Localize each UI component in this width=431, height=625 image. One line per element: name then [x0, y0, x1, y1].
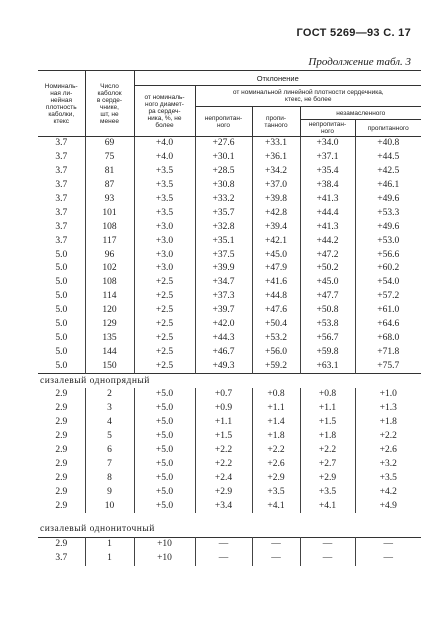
table-cell: 3.7 [38, 165, 85, 179]
table-cell: 9 [85, 485, 134, 499]
table-cell: +2.5 [134, 345, 195, 359]
table-cell: +1.8 [300, 430, 355, 444]
table-cell: +10 [134, 552, 195, 566]
table-cell: 135 [85, 331, 134, 345]
table-cell: +1.1 [252, 402, 300, 416]
table-cell: +59.2 [252, 359, 300, 373]
table-cell: 144 [85, 345, 134, 359]
table-cell: +42.1 [252, 234, 300, 248]
table-body-main [38, 137, 421, 374]
table-cell: +1.0 [379, 389, 397, 400]
table-row [38, 345, 421, 359]
table-cell: 2.9 [38, 430, 85, 444]
table-cell: +46.7 [195, 345, 252, 359]
table-cell: 93 [85, 193, 134, 207]
table-cell: +2.4 [195, 471, 252, 485]
table-cell: +39.8 [252, 193, 300, 207]
table-cell: +2.9 [252, 471, 300, 485]
table-continuation-label: Продолжение табл. 3 [308, 56, 411, 68]
table-row [38, 318, 421, 332]
section-single-thread [38, 513, 421, 537]
table-cell: +44.5 [377, 152, 400, 163]
table-cell: +3.5 [252, 485, 300, 499]
table-cell: +33.1 [252, 137, 300, 151]
table-cell: +2.6 [252, 457, 300, 471]
table-cell: +53.8 [300, 318, 355, 332]
table-cell: +2.5 [134, 359, 195, 373]
table-cell: 5.0 [38, 304, 85, 318]
table-cell: +1.8 [252, 430, 300, 444]
table-cell: +3.0 [134, 234, 195, 248]
table-cell: +64.6 [377, 319, 400, 330]
col-deviation: Отклонение [134, 71, 421, 86]
table-cell: 96 [85, 248, 134, 262]
table-cell: +49.3 [195, 359, 252, 373]
table-cell: +3.0 [134, 220, 195, 234]
table-cell: +42.0 [195, 318, 252, 332]
table-cell: +3.0 [134, 262, 195, 276]
table-cell: 5 [85, 430, 134, 444]
table-cell: 75 [85, 151, 134, 165]
table-cell: 10 [85, 499, 134, 513]
table-cell: — [195, 537, 252, 551]
table-cell: +2.5 [134, 290, 195, 304]
table-cell: 6 [85, 444, 134, 458]
table-cell: +4.1 [252, 499, 300, 513]
table-cell: 5.0 [38, 359, 85, 373]
col-not-oiled-not-impregnated: непропитан- ного [300, 120, 355, 137]
table-cell: +4.2 [379, 486, 397, 497]
table-cell: +45.0 [252, 248, 300, 262]
table-row [38, 457, 421, 471]
table-cell: +44.3 [195, 331, 252, 345]
section-title: сизалевый однониточный [40, 524, 155, 535]
table-cell: 2.9 [38, 388, 85, 402]
table-cell: 1 [85, 537, 134, 551]
table-row [38, 552, 421, 566]
table-cell: +33.2 [195, 193, 252, 207]
table-cell: +54.0 [377, 277, 400, 288]
table-cell: +37.5 [195, 248, 252, 262]
table-cell: 2.9 [38, 499, 85, 513]
table-cell: +39.9 [195, 262, 252, 276]
table-cell: 1 [85, 552, 134, 566]
table-cell: +30.1 [195, 151, 252, 165]
table-cell: +40.8 [377, 138, 400, 149]
table-row [38, 388, 421, 402]
table-cell: +49.6 [377, 221, 400, 232]
table-cell: 108 [85, 276, 134, 290]
table-row [38, 359, 421, 373]
table-cell: +1.5 [195, 430, 252, 444]
table-cell: +2.2 [195, 444, 252, 458]
deviation-table [38, 70, 421, 566]
table-cell: +34.0 [300, 137, 355, 151]
table-cell: +56.7 [300, 331, 355, 345]
table-cell: +35.1 [195, 234, 252, 248]
table-cell: +41.6 [252, 276, 300, 290]
table-cell: +5.0 [134, 457, 195, 471]
table-row [38, 165, 421, 179]
table-cell: +46.1 [377, 180, 400, 191]
table-row [38, 471, 421, 485]
table-cell: +61.0 [377, 305, 400, 316]
table-cell: +71.8 [377, 346, 400, 357]
section-single-ply [38, 374, 421, 388]
table-cell: +53.2 [252, 331, 300, 345]
table-row [38, 179, 421, 193]
table-cell: +4.0 [134, 151, 195, 165]
table-cell: +5.0 [134, 485, 195, 499]
table-row [38, 262, 421, 276]
table-cell: +44.4 [300, 206, 355, 220]
col-from-nominal-density: от номинальной линейной плотности сердечника, ктекс, не более [195, 86, 421, 107]
table-row [38, 499, 421, 513]
table-cell: +27.6 [195, 137, 252, 151]
table-cell: 2.9 [38, 471, 85, 485]
table-cell: +34.2 [252, 165, 300, 179]
table-cell: +75.7 [377, 360, 400, 371]
table-cell: +42.5 [377, 166, 400, 177]
table-cell: +28.5 [195, 165, 252, 179]
table-cell: +38.4 [300, 179, 355, 193]
table-cell: +1.4 [252, 416, 300, 430]
table-cell: +3.4 [195, 499, 252, 513]
table-cell: +32.8 [195, 220, 252, 234]
table-cell: +2.6 [379, 445, 397, 456]
table-cell: 108 [85, 220, 134, 234]
table-row [38, 444, 421, 458]
table-cell: +3.5 [379, 472, 397, 483]
section-title: сизалевый однопрядный [38, 374, 421, 388]
col-impregnated: пропи- танного [252, 107, 300, 137]
table-row [38, 234, 421, 248]
table-cell: +2.5 [134, 276, 195, 290]
table-cell: — [252, 552, 300, 566]
table-cell: 2.9 [38, 444, 85, 458]
table-cell: +47.2 [300, 248, 355, 262]
table-cell: +3.5 [300, 485, 355, 499]
table-cell: +47.9 [252, 262, 300, 276]
table-cell: +41.3 [300, 193, 355, 207]
table-cell: 3.7 [38, 137, 85, 151]
table-cell: +34.7 [195, 276, 252, 290]
table-cell: +5.0 [134, 430, 195, 444]
table-cell: +1.1 [195, 416, 252, 430]
table-cell: +5.0 [134, 416, 195, 430]
table-cell: 114 [85, 290, 134, 304]
table-cell: 2.9 [38, 485, 85, 499]
table-cell: 5.0 [38, 345, 85, 359]
table-cell: +57.2 [377, 291, 400, 302]
col-from-nominal-diameter: от номиналь- ного диамет- ра сердеч- ника, %, не более [134, 86, 195, 137]
table-cell: 87 [85, 179, 134, 193]
table-cell: +63.1 [300, 359, 355, 373]
table-cell: +2.7 [300, 457, 355, 471]
table-cell: 8 [85, 471, 134, 485]
table-cell: +49.6 [377, 194, 400, 204]
table-cell: 129 [85, 318, 134, 332]
table-row [38, 276, 421, 290]
table-cell: +37.1 [300, 151, 355, 165]
table-row [38, 430, 421, 444]
table-cell: 2 [85, 388, 134, 402]
table-row [38, 248, 421, 262]
table-cell: +4.0 [134, 137, 195, 151]
table-cell: +41.3 [300, 220, 355, 234]
table-cell: 2.9 [38, 457, 85, 471]
table-cell: 3 [85, 402, 134, 416]
table-cell: 4 [85, 416, 134, 430]
table-cell: +42.8 [252, 206, 300, 220]
table-cell: 81 [85, 165, 134, 179]
table-cell: +4.1 [300, 499, 355, 513]
table-cell: 69 [85, 137, 134, 151]
table-cell: +5.0 [134, 499, 195, 513]
table-cell: +47.6 [252, 304, 300, 318]
table-cell: — [300, 537, 355, 551]
table-cell: 3.7 [38, 193, 85, 207]
table-cell: +59.8 [300, 345, 355, 359]
table-cell: +2.9 [300, 471, 355, 485]
table-cell: 7 [85, 457, 134, 471]
col-nominal-density: Номиналь- ная ли- нейная плотность каболки, ктекс [38, 71, 85, 137]
table-row [38, 416, 421, 430]
table-cell: +56.0 [252, 345, 300, 359]
table-cell: +50.4 [252, 318, 300, 332]
table-cell: +2.2 [379, 431, 397, 442]
table-cell: +2.5 [134, 304, 195, 318]
table-cell: +44.8 [252, 290, 300, 304]
table-body-single-thread [38, 537, 421, 565]
table-cell: 3.7 [38, 151, 85, 165]
table-cell: +5.0 [134, 388, 195, 402]
table-row [38, 402, 421, 416]
table-cell: — [195, 552, 252, 566]
table-cell: 5.0 [38, 290, 85, 304]
table-cell: 2.9 [38, 537, 85, 551]
table-cell: 5.0 [38, 331, 85, 345]
table-cell: +50.8 [300, 304, 355, 318]
table-cell: 117 [85, 234, 134, 248]
table-cell: +68.0 [377, 332, 400, 343]
table-cell: +0.7 [195, 388, 252, 402]
col-not-impregnated: непропитан- ного [195, 107, 252, 137]
table-cell: +2.2 [195, 457, 252, 471]
table-cell: 3.7 [38, 206, 85, 220]
table-row [38, 193, 421, 207]
table-cell: 120 [85, 304, 134, 318]
table-cell: 2.9 [38, 416, 85, 430]
table-cell: 150 [85, 359, 134, 373]
table-cell: +1.5 [300, 416, 355, 430]
table-cell: +36.1 [252, 151, 300, 165]
table-cell: +35.4 [300, 165, 355, 179]
table-cell: +5.0 [134, 402, 195, 416]
table-cell: +0.9 [195, 402, 252, 416]
table-cell: +37.0 [252, 179, 300, 193]
table-cell: 101 [85, 206, 134, 220]
page-header: ГОСТ 5269—93 С. 17 [296, 27, 411, 39]
table-cell: +2.9 [195, 485, 252, 499]
table-cell: +3.2 [379, 458, 397, 469]
table-cell: 3.7 [38, 234, 85, 248]
table-cell: +3.5 [134, 179, 195, 193]
table-row [38, 290, 421, 304]
table-cell: +50.2 [300, 262, 355, 276]
table-cell: +5.0 [134, 471, 195, 485]
table-cell: +45.0 [300, 276, 355, 290]
table-cell: 5.0 [38, 262, 85, 276]
table-cell: 102 [85, 262, 134, 276]
table-row [38, 137, 421, 151]
table-cell: +47.7 [300, 290, 355, 304]
table-cell: — [252, 537, 300, 551]
table-row [38, 485, 421, 499]
table-cell: +2.5 [134, 331, 195, 345]
table-cell: +3.5 [134, 206, 195, 220]
col-count: Число каболок в серде- чнике, шт, не менее [85, 71, 134, 137]
table-cell: +10 [134, 537, 195, 551]
table-cell: +1.1 [300, 402, 355, 416]
table-row [38, 537, 421, 551]
table-cell: 3.7 [38, 220, 85, 234]
table-cell: +44.2 [300, 234, 355, 248]
col-not-oiled-impregnated: пропитанного [355, 120, 421, 137]
table-row [38, 151, 421, 165]
table-cell: +3.0 [134, 248, 195, 262]
table-cell: 5.0 [38, 248, 85, 262]
table-cell: +30.8 [195, 179, 252, 193]
table-cell: +2.2 [300, 444, 355, 458]
table-cell: +4.9 [379, 500, 397, 511]
table-cell: +60.2 [377, 263, 400, 274]
table-cell: +2.2 [252, 444, 300, 458]
table-row [38, 220, 421, 234]
table-body-single-ply [38, 388, 421, 513]
table-cell: +1.8 [379, 417, 397, 428]
table-cell: +3.5 [134, 165, 195, 179]
table-cell: 2.9 [38, 402, 85, 416]
col-not-oiled: незамасленного [300, 107, 421, 120]
table-cell: +0.8 [252, 388, 300, 402]
table-cell: +0.8 [300, 388, 355, 402]
table-row [38, 304, 421, 318]
table-cell: +3.5 [134, 193, 195, 207]
table-cell: — [383, 553, 393, 564]
table-cell: +5.0 [134, 444, 195, 458]
table-cell: +39.4 [252, 220, 300, 234]
table-cell: +53.3 [377, 207, 400, 218]
table-cell: 5.0 [38, 276, 85, 290]
table-cell: 3.7 [38, 552, 85, 566]
table-cell: +1.3 [379, 403, 397, 414]
table-row [38, 331, 421, 345]
table-cell: +35.7 [195, 206, 252, 220]
table-cell: — [300, 552, 355, 566]
table-cell: 3.7 [38, 179, 85, 193]
table-cell: +2.5 [134, 318, 195, 332]
table-cell: +39.7 [195, 304, 252, 318]
table-cell: +56.6 [377, 249, 400, 260]
table-cell: 5.0 [38, 318, 85, 332]
table-cell: +53.0 [377, 235, 400, 246]
table-cell: — [355, 537, 421, 551]
table-row [38, 206, 421, 220]
table-cell: +37.3 [195, 290, 252, 304]
